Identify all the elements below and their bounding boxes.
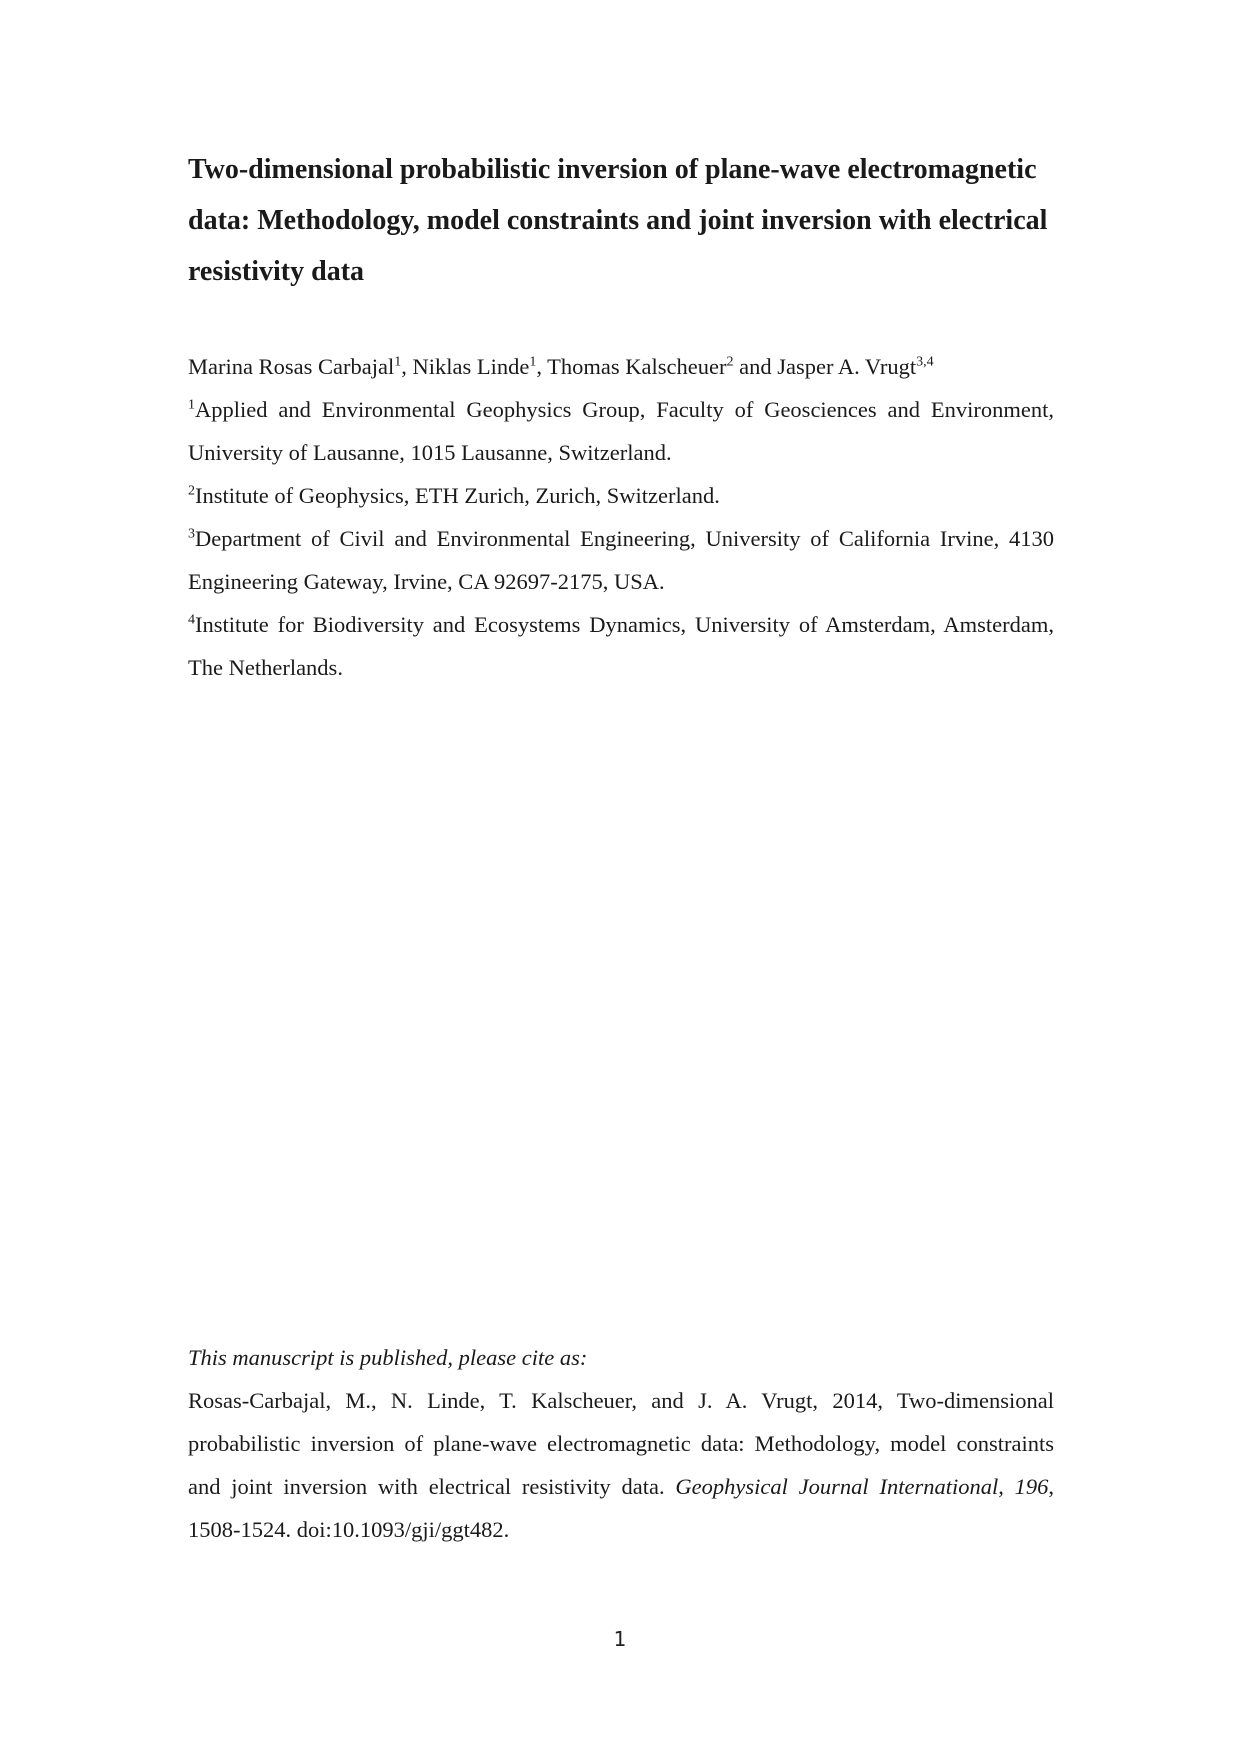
citation-separator: , xyxy=(998,1474,1015,1499)
affiliation-text: Department of Civil and Environmental Engineering, University of California Irvine, 4130 Engineering Gateway, Irvine, CA 92697-2175, USA. xyxy=(188,526,1054,594)
author-separator: , xyxy=(536,354,548,379)
author-name: Niklas Linde xyxy=(412,354,530,379)
affiliation-number: 2 xyxy=(188,483,195,499)
citation-block xyxy=(188,1336,1054,1551)
affiliation-text: Applied and Environmental Geophysics Group, Faculty of Geosciences and Environment, University of Lausanne, 1015 Lausanne, Switzerland. xyxy=(188,397,1054,465)
paper-title: Two-dimensional probabilistic inversion of plane-wave electromagnetic data: Methodology, model constraints and joint inversion with electrical resistivity data xyxy=(188,154,1048,287)
affiliation-list xyxy=(188,388,1054,689)
citation-heading: This manuscript is published, please cite as: xyxy=(188,1345,588,1370)
affiliation xyxy=(188,388,1054,474)
citation-volume: 196 xyxy=(1014,1474,1049,1499)
author-affiliation-mark: 3,4 xyxy=(916,354,934,370)
citation-text xyxy=(188,1379,1054,1551)
citation-pages-doi: , 1508-1524. doi:10.1093/gji/ggt482. xyxy=(188,1474,1055,1542)
citation-journal: Geophysical Journal International xyxy=(675,1474,999,1499)
citation-reference: Rosas-Carbajal, M., N. Linde, T. Kalscheuer, and J. A. Vrugt, 2014, Two-dimensional probabilistic inversion of plane-wave electromagnetic data: Methodology, model constraints and joint inversion with electrical resistivity data. xyxy=(188,1388,1054,1499)
affiliation-number: 1 xyxy=(188,397,195,413)
author-name: Marina Rosas Carbajal xyxy=(188,354,395,379)
author-affiliation-mark: 1 xyxy=(529,354,537,370)
affiliation xyxy=(188,603,1054,689)
author-separator: and xyxy=(733,354,778,379)
affiliation-text: Institute for Biodiversity and Ecosystems Dynamics, University of Amsterdam, Amsterdam, The Netherlands. xyxy=(188,612,1054,680)
author-separator: , xyxy=(401,354,413,379)
page-number: 1 xyxy=(613,1627,627,1651)
affiliation-number: 4 xyxy=(188,612,195,628)
affiliation-text: Institute of Geophysics, ETH Zurich, Zurich, Switzerland. xyxy=(195,483,720,508)
author-name: Jasper A. Vrugt xyxy=(777,354,917,379)
affiliation xyxy=(188,517,1054,603)
affiliation-number: 3 xyxy=(188,526,195,542)
author-list xyxy=(188,345,1054,388)
author-name: Thomas Kalscheuer xyxy=(547,354,727,379)
affiliation xyxy=(188,474,1054,517)
author-affiliation-mark: 2 xyxy=(726,354,734,370)
author-affiliation-mark: 1 xyxy=(394,354,402,370)
